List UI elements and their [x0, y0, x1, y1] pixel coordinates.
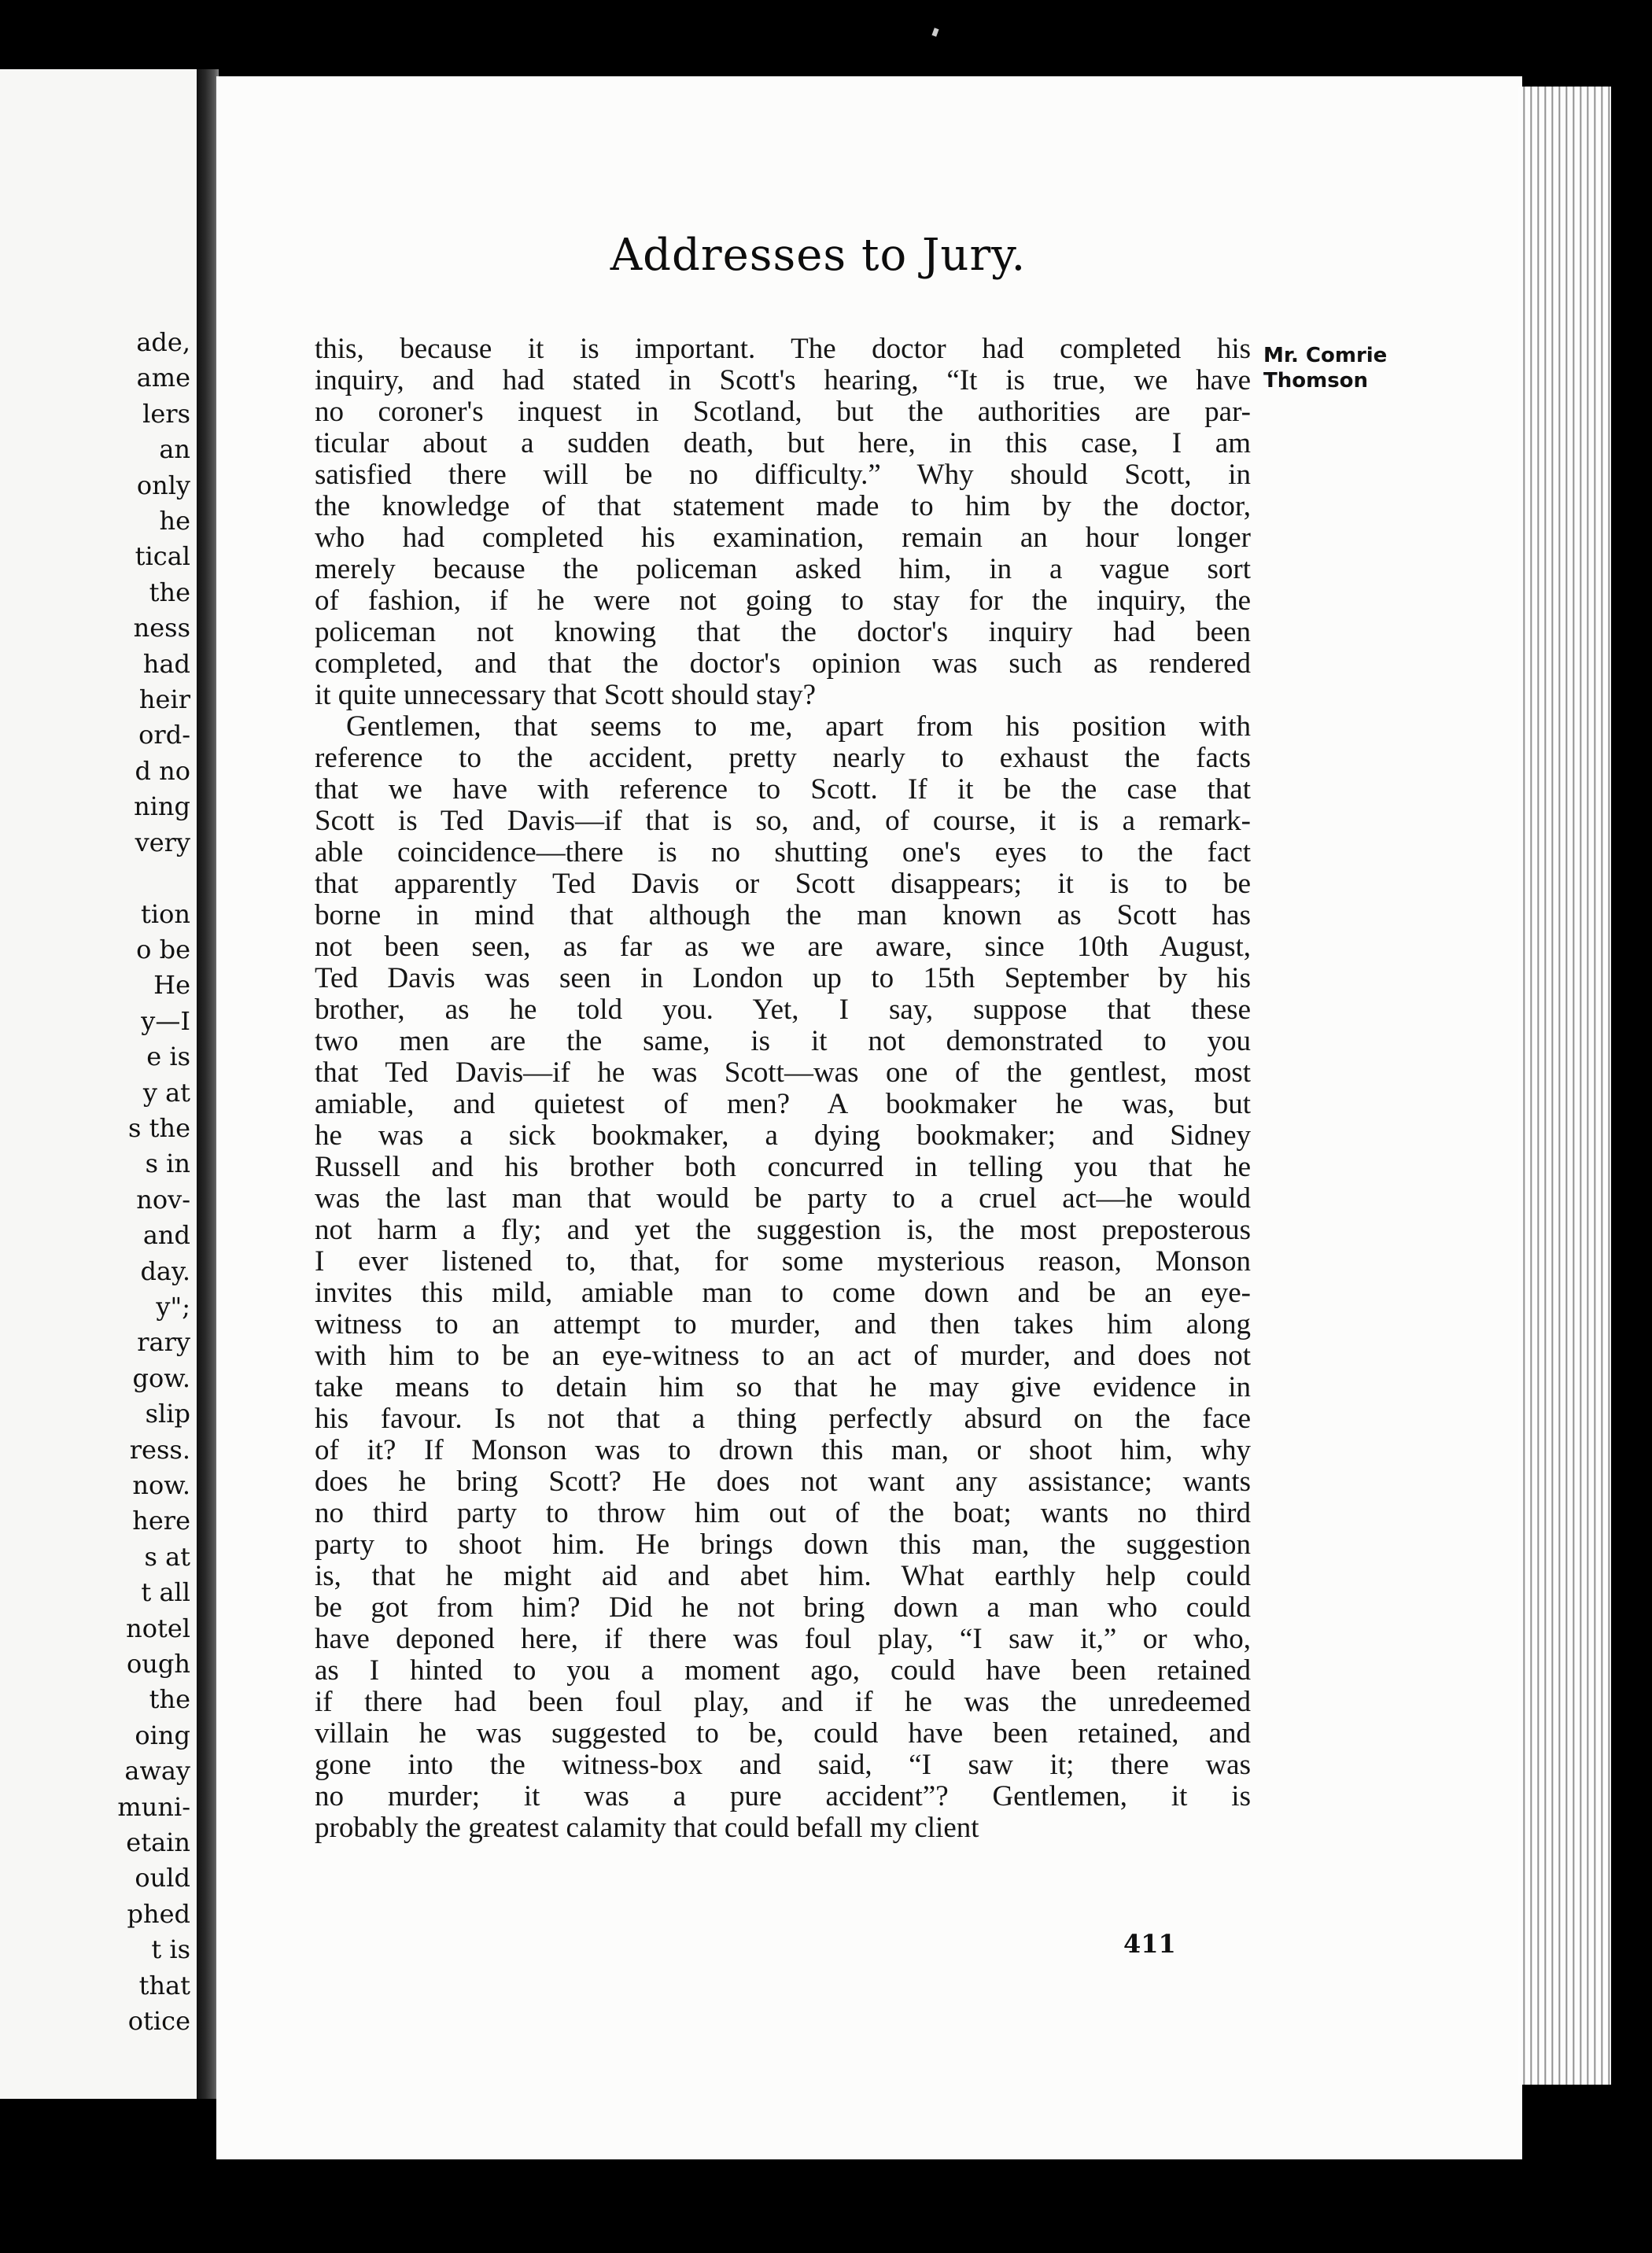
text-line: that apparently Ted Davis or Scott disappears; it is to be	[315, 868, 1251, 900]
text-line: amiable, and quietest of men? A bookmaker he was, but	[315, 1088, 1251, 1120]
text-line: that Ted Davis—if he was Scott—was one of the gentlest, most	[315, 1056, 1251, 1089]
facing-page-fragment: ould	[135, 1863, 190, 1893]
text-line: borne in mind that although the man known as Scott has	[315, 899, 1251, 931]
facing-page-fragment: and	[142, 1220, 190, 1251]
text-line: have deponed here, if there was foul play, “I saw it,” or who,	[315, 1623, 1251, 1655]
body-text	[315, 334, 1251, 1844]
facing-page-fragment: ade,	[136, 327, 190, 357]
facing-page-fragment: etain	[126, 1827, 190, 1858]
text-line: his favour. Is not that a thing perfectly absurd on the face	[315, 1403, 1251, 1435]
text-line: no third party to throw him out of the boat; wants no third	[315, 1497, 1251, 1529]
text-line: Scott is Ted Davis—if that is so, and, of course, it is a remark-	[315, 805, 1251, 837]
facing-page-fragment: e is	[146, 1042, 190, 1072]
text-line: I ever listened to, that, for some mysterious reason, Monson	[315, 1245, 1251, 1278]
facing-page-fragment: d no	[135, 755, 190, 786]
margin-note-line: Thomson	[1263, 369, 1369, 393]
text-line: was the last man that would be party to a cruel act—he would	[315, 1182, 1251, 1215]
facing-page-fragment: ord-	[138, 720, 190, 750]
book-gutter	[197, 69, 219, 2099]
page-edges	[1518, 87, 1611, 2085]
text-line: who had completed his examination, remain an hour longer	[315, 522, 1251, 554]
facing-page-fragment: oing	[135, 1720, 190, 1750]
text-line: policeman not knowing that the doctor's inquiry had been	[315, 616, 1251, 648]
text-line: with him to be an eye-witness to an act of murder, and does not	[315, 1340, 1251, 1372]
text-line: invites this mild, amiable man to come down and be an eye-	[315, 1277, 1251, 1309]
facing-page-fragment: t is	[151, 1934, 190, 1965]
text-line: merely because the policeman asked him, in a vague sort	[315, 553, 1251, 585]
facing-page-fragment: notel	[126, 1613, 190, 1643]
text-line: that we have with reference to Scott. If it be the case that	[315, 773, 1251, 806]
text-line: no coroner's inquest in Scotland, but the authorities are par-	[315, 396, 1251, 428]
facing-page-fragment: s the	[128, 1112, 190, 1143]
text-line: Gentlemen, that seems to me, apart from his position with	[346, 710, 1251, 743]
facing-page-fragment: y at	[142, 1077, 190, 1108]
facing-page-fragment: y";	[156, 1291, 190, 1322]
facing-page-fragment: tion	[141, 898, 190, 929]
text-line: this, because it is important. The doctor had completed his	[315, 333, 1251, 365]
text-line: party to shoot him. He brings down this man, the suggestion	[315, 1528, 1251, 1561]
facing-page-fragment: tical	[135, 541, 190, 572]
facing-page-fragment: slip	[145, 1399, 190, 1429]
facing-page-fragment: s at	[144, 1541, 190, 1572]
facing-page-fragment: ress.	[129, 1434, 190, 1465]
text-line: gone into the witness-box and said, “I saw it; there was	[315, 1749, 1251, 1781]
text-line: probably the greatest calamity that could befall my client	[315, 1812, 979, 1844]
facing-page-fragment: ame	[136, 363, 190, 393]
facing-page-fragment: rary	[137, 1327, 190, 1358]
margin-note-line: Mr. Comrie	[1263, 344, 1388, 367]
facing-page-fragment: nov-	[136, 1184, 190, 1215]
facing-page	[0, 69, 197, 2099]
facing-page-fragment: s in	[145, 1149, 190, 1179]
facing-page-fragment: an	[159, 434, 190, 465]
facing-page-fragment: day.	[140, 1256, 190, 1286]
facing-page-fragment: had	[142, 648, 190, 679]
text-line: of it? If Monson was to drown this man, or shoot him, why	[315, 1434, 1251, 1466]
text-line: completed, and that the doctor's opinion was such as rendered	[315, 647, 1251, 680]
facing-page-fragment: ough	[127, 1649, 190, 1680]
text-line: not harm a fly; and yet the suggestion is, the most preposterous	[315, 1214, 1251, 1246]
facing-page-fragment: phed	[127, 1898, 190, 1929]
facing-page-fragment: away	[124, 1756, 190, 1787]
facing-page-fragment: otice	[127, 2006, 190, 2037]
facing-page-fragment: ning	[134, 791, 190, 822]
text-line: Ted Davis was seen in London up to 15th September by his	[315, 962, 1251, 994]
facing-page-fragment: muni-	[117, 1791, 190, 1822]
facing-page-text	[117, 325, 190, 2040]
text-line: witness to an attempt to murder, and then takes him along	[315, 1308, 1251, 1340]
facing-page-fragment: y—I	[141, 1005, 190, 1036]
text-line: of fashion, if he were not going to stay for the inquiry, the	[315, 584, 1251, 617]
facing-page-fragment: very	[135, 827, 190, 857]
text-line: take means to detain him so that he may give evidence in	[315, 1371, 1251, 1403]
margin-note	[1263, 343, 1387, 393]
facing-page-fragment: he	[159, 506, 190, 537]
text-line: able coincidence—there is no shutting one's eyes to the fact	[315, 836, 1251, 868]
text-line: the knowledge of that statement made to him by the doctor,	[315, 490, 1251, 522]
facing-page-fragment: gow.	[132, 1362, 190, 1393]
text-line: villain he was suggested to be, could have been retained, and	[315, 1717, 1251, 1750]
text-line: as I hinted to you a moment ago, could have been retained	[315, 1654, 1251, 1687]
text-line: inquiry, and had stated in Scott's hearing, “It is true, we have	[315, 364, 1251, 396]
text-line: no murder; it was a pure accident”? Gentlemen, it is	[315, 1780, 1251, 1812]
facing-page-fragment: heir	[138, 684, 190, 715]
text-line: not been seen, as far as we are aware, since 10th August,	[315, 931, 1251, 963]
facing-page-fragment: o be	[136, 934, 190, 964]
text-line: satisfied there will be no difficulty.” Why should Scott, in	[315, 459, 1251, 491]
facing-page-fragment: only	[136, 470, 190, 500]
text-line: ticular about a sudden death, but here, in this case, I am	[315, 427, 1251, 459]
facing-page-fragment: the	[149, 1684, 190, 1715]
text-line: brother, as he told you. Yet, I say, suppose that these	[315, 994, 1251, 1026]
text-line: does he bring Scott? He does not want any assistance; wants	[315, 1466, 1251, 1498]
facing-page-fragment: the	[149, 577, 190, 607]
running-head: Addresses to Jury.	[610, 230, 1027, 281]
scan-speck	[931, 28, 938, 36]
facing-page-fragment: now.	[132, 1470, 190, 1500]
text-line: two men are the same, is it not demonstrated to you	[315, 1025, 1251, 1057]
text-line: he was a sick bookmaker, a dying bookmaker; and Sidney	[315, 1119, 1251, 1152]
page-number: 411	[1123, 1929, 1176, 1959]
facing-page-fragment: t all	[141, 1577, 190, 1608]
text-line: reference to the accident, pretty nearly to exhaust the facts	[315, 742, 1251, 774]
facing-page-fragment: here	[132, 1506, 190, 1536]
text-line: Russell and his brother both concurred in telling you that he	[315, 1151, 1251, 1183]
facing-page-fragment: that	[138, 1970, 190, 2000]
text-line: is, that he might aid and abet him. What earthly help could	[315, 1560, 1251, 1592]
facing-page-fragment: lers	[142, 398, 190, 429]
text-line: it quite unnecessary that Scott should stay?	[315, 679, 817, 711]
text-line: be got from him? Did he not bring down a man who could	[315, 1591, 1251, 1624]
text-line: if there had been foul play, and if he was the unredeemed	[315, 1686, 1251, 1718]
facing-page-fragment: ness	[133, 613, 190, 643]
facing-page-fragment	[117, 861, 190, 896]
facing-page-fragment: He	[153, 970, 190, 1001]
